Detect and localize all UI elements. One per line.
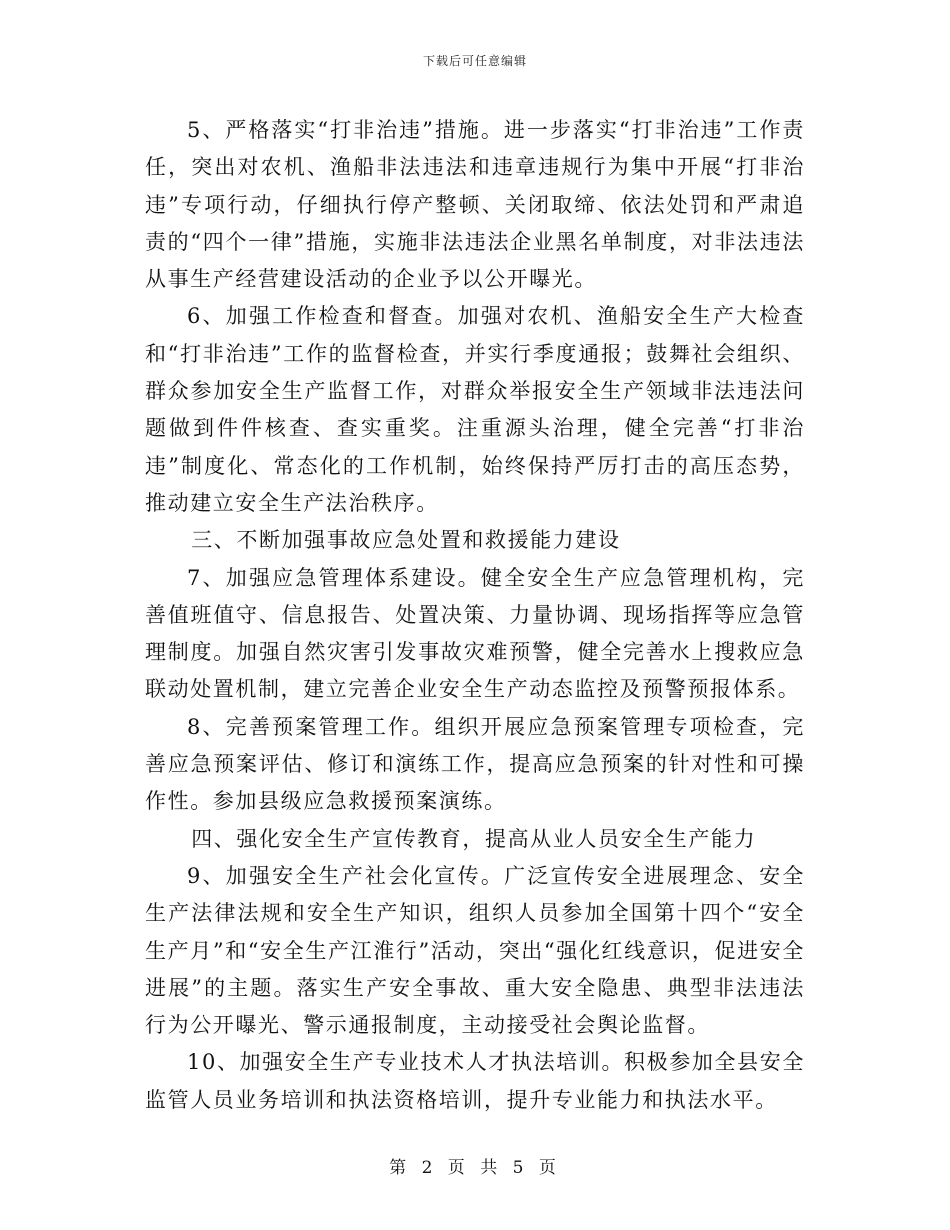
page-header: 下载后可任意编辑 [422,54,527,68]
section-heading-3: 三、不断加强事故应急处置和救援能力建设 [191,528,621,553]
paragraph-7: 7、加强应急管理体系建设。健全安全生产应急管理机构，完善值班值守、信息报告、处置决策、力量协调、现场指挥等应急管理制度。加强自然灾害引发事故灾难预警，健全完善水上搜救应急联动处置机制，建立完善企业安全生产动态监控及预警预报体系。 [145,565,805,702]
paragraph-9: 9、加强安全生产社会化宣传。广泛宣传安全进展理念、安全生产法律法规和安全生产知识，组织人员参加全国第十四个“安全生产月”和“安全生产江淮行”活动，突出“强化红线意识，促进安全进展”的主题。落实生产安全事故、重大安全隐患、典型非法违法行为公开曝光、警示通报制度，主动接受社会舆论监督。 [145,863,805,1038]
document-body [145,112,805,1119]
paragraph-5: 5、严格落实“打非治违”措施。进一步落实“打非治违”工作责任，突出对农机、渔船非法违法和违章违规行为集中开展“打非治违”专项行动，仔细执行停产整顿、关闭取缔、依法处罚和严肃追责的“四个一律”措施，实施非法违法企业黑名单制度，对非法违法从事生产经营建设活动的企业予以公开曝光。 [145,118,805,292]
paragraph-6: 6、加强工作检查和督查。加强对农机、渔船安全生产大检查和“打非治违”工作的监督检查，并实行季度通报；鼓舞社会组织、群众参加安全生产监督工作，对群众举报安全生产领域非法违法问题做到件件核查、查实重奖。注重源头治理，健全完善“打非治违”制度化、常态化的工作机制，始终保持严厉打击的高压态势，推动建立安全生产法治秩序。 [145,304,805,515]
section-heading-4: 四、强化安全生产宣传教育，提高从业人员安全生产能力 [191,826,757,851]
paragraph-8: 8、完善预案管理工作。组织开展应急预案管理专项检查，完善应急预案评估、修订和演练工作，提高应急预案的针对性和可操作性。参加县级应急救援预案演练。 [145,714,805,814]
page-number-footer: 第 2 页 共 5 页 [389,1158,561,1178]
paragraph-10: 10、加强安全生产专业技术人才执法培训。积极参加全县安全监管人员业务培训和执法资格培训，提升专业能力和执法水平。 [145,1050,805,1112]
